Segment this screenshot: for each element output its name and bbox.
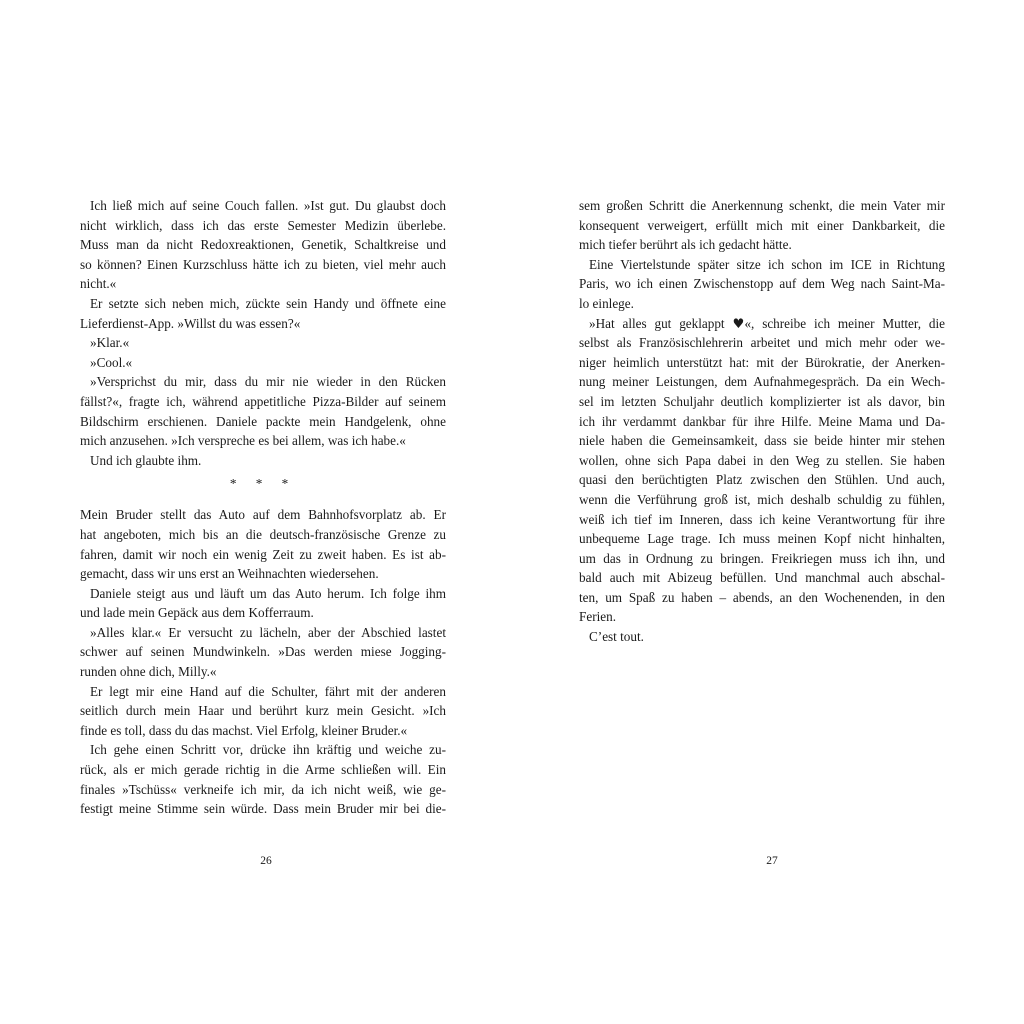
text-line: sel im letzten Schuljahr deutlich komplizierter ist als davor, bin	[579, 393, 945, 409]
text-line: niele haben die Gemeinsamkeit, dass sie beide hinter mir stehen	[579, 433, 945, 449]
text-segment: «, schreibe ich meiner Mutter, die	[744, 315, 946, 331]
text-line: »Alles klar.« Er versucht zu lächeln, aber der Abschied lastet	[90, 624, 446, 640]
text-line: Ferien.	[579, 609, 616, 625]
text-line: quasi den berüchtigten Platz zwischen den Stühlen. Und auch,	[579, 472, 945, 488]
text-line: Muss man da nicht Redoxreaktionen, Genetik, Schaltkreise und	[80, 237, 446, 253]
text-line: Und ich glaubte ihm.	[90, 452, 202, 468]
text-line: Paris, wo ich einen Zwischenstopp auf dem Weg nach Saint-Ma-	[579, 276, 945, 292]
text-line: mich anzusehen. »Ich verspreche es bei allem, was ich habe.«	[80, 433, 406, 449]
text-line-with-heart	[579, 314, 945, 334]
page-number-right: 27	[766, 855, 778, 867]
text-line: Ich ließ mich auf seine Couch fallen. »Ist gut. Du glaubst doch	[90, 198, 446, 213]
text-line: nicht.«	[80, 276, 117, 292]
text-line: niger heimlich unterstützt hat: mit der Bürokratie, der Anerken-	[579, 354, 945, 370]
text-line: ich ihr verdammt dankbar für ihre Hilfe. Meine Mama und Da-	[579, 413, 945, 429]
text-line: Bildschirm erschienen. Daniele packte mein Handgelenk, ohne	[80, 413, 446, 429]
text-line: nung meiner Leistungen, dem Aufnahmegespräch. Da ein Wech-	[579, 374, 945, 390]
text-line: gemacht, dass wir uns erst an Weihnachten wiedersehen.	[80, 566, 379, 582]
text-line: seitlich durch mein Haar und berührt kurz mein Gesicht. »Ich	[80, 703, 446, 719]
left-page-text	[80, 196, 446, 819]
text-line: mich tiefer berührt als ich gedacht hätte.	[579, 237, 792, 253]
text-line: wollen, ohne sich Papa dabei in den Weg zu stellen. Sie haben	[579, 452, 945, 468]
text-line: Eine Viertelstunde später sitze ich schon im ICE in Richtung	[589, 256, 945, 272]
text-segment: »Hat alles gut geklappt	[589, 315, 733, 331]
text-line: runden ohne dich, Milly.«	[80, 664, 217, 680]
text-line: sem großen Schritt die Anerkennung schenkt, die mein Vater mir	[579, 198, 945, 213]
text-line: C’est tout.	[589, 629, 644, 645]
text-line: weiß ich tief im Inneren, dass ich keine Verantwortung für ihre	[579, 511, 945, 527]
text-line: schwer auf seinen Mundwinkeln. »Das werden miese Jogging-	[80, 644, 446, 660]
text-line: um das in Ordnung zu bringen. Freikriegen muss ich ihn, und	[579, 550, 945, 566]
text-line: wenn die Verführung groß ist, mich deshalb schuldig zu fühlen,	[579, 491, 945, 507]
text-line: Er legt mir eine Hand auf die Schulter, fährt mit der anderen	[90, 683, 446, 699]
text-line: bald auch mit Abizeug befüllen. Und manchmal auch abschal-	[579, 570, 945, 586]
text-line: konsequent verweigert, erfüllt mich mit einer Dankbarkeit, die	[579, 217, 945, 233]
text-line: unbequeme Lage trage. Ich muss meinen Kopf nicht hinhalten,	[579, 531, 945, 547]
text-line: finde es toll, dass du das machst. Viel Erfolg, kleiner Bruder.«	[80, 722, 408, 738]
text-line: Daniele steigt aus und läuft um das Auto herum. Ich folge ihm	[90, 585, 446, 601]
text-line: fällst?«, fragte ich, während appetitliche Pizza-Bilder auf seinem	[80, 393, 446, 409]
text-line: »Cool.«	[90, 354, 133, 370]
text-line: fahren, damit wir noch ein wenig Zeit zu zweit haben. Es ist ab-	[80, 546, 446, 562]
text-line: lo einlege.	[579, 295, 634, 311]
section-break: * * *	[229, 476, 297, 492]
text-line: »Versprichst du mir, dass du mir nie wieder in den Rücken	[90, 374, 446, 390]
text-line: und lade mein Gepäck aus dem Kofferraum.	[80, 605, 314, 621]
text-line: Ich gehe einen Schritt vor, drücke ihn kräftig und weiche zu-	[90, 742, 446, 758]
text-line: festigt meine Stimme sein würde. Dass mein Bruder mir bei die-	[80, 801, 446, 817]
text-line: so können? Einen Kurzschluss hätte ich zu bieten, viel mehr auch	[80, 256, 446, 272]
right-page-text	[579, 196, 945, 647]
text-line: hat angeboten, mich bis an die deutsch-französische Grenze zu	[80, 526, 446, 542]
text-line: rück, als er mich gerade richtig in die Arme schließen will. Ein	[80, 762, 446, 778]
text-line: selbst als Französischlehrerin arbeitet und mich mehr oder we-	[579, 335, 945, 351]
text-line: Lieferdienst-App. »Willst du was essen?«	[80, 315, 301, 331]
text-line: Mein Bruder stellt das Auto auf dem Bahnhofsvorplatz ab. Er	[80, 507, 446, 523]
text-line: Er setzte sich neben mich, zückte sein Handy und öffnete eine	[90, 295, 446, 311]
page-number-left: 26	[260, 855, 272, 867]
text-line: finales »Tschüss« verkneife ich mir, da ich nicht weiß, wie ge-	[80, 781, 446, 797]
heart-icon: ♥	[732, 316, 745, 332]
text-line: »Klar.«	[90, 335, 130, 351]
text-line: nicht wirklich, dass ich das erste Semester Medizin überlebe.	[80, 217, 446, 233]
text-line: ten, um Spaß zu haben – abends, an den Wochenenden, in den	[579, 589, 945, 605]
